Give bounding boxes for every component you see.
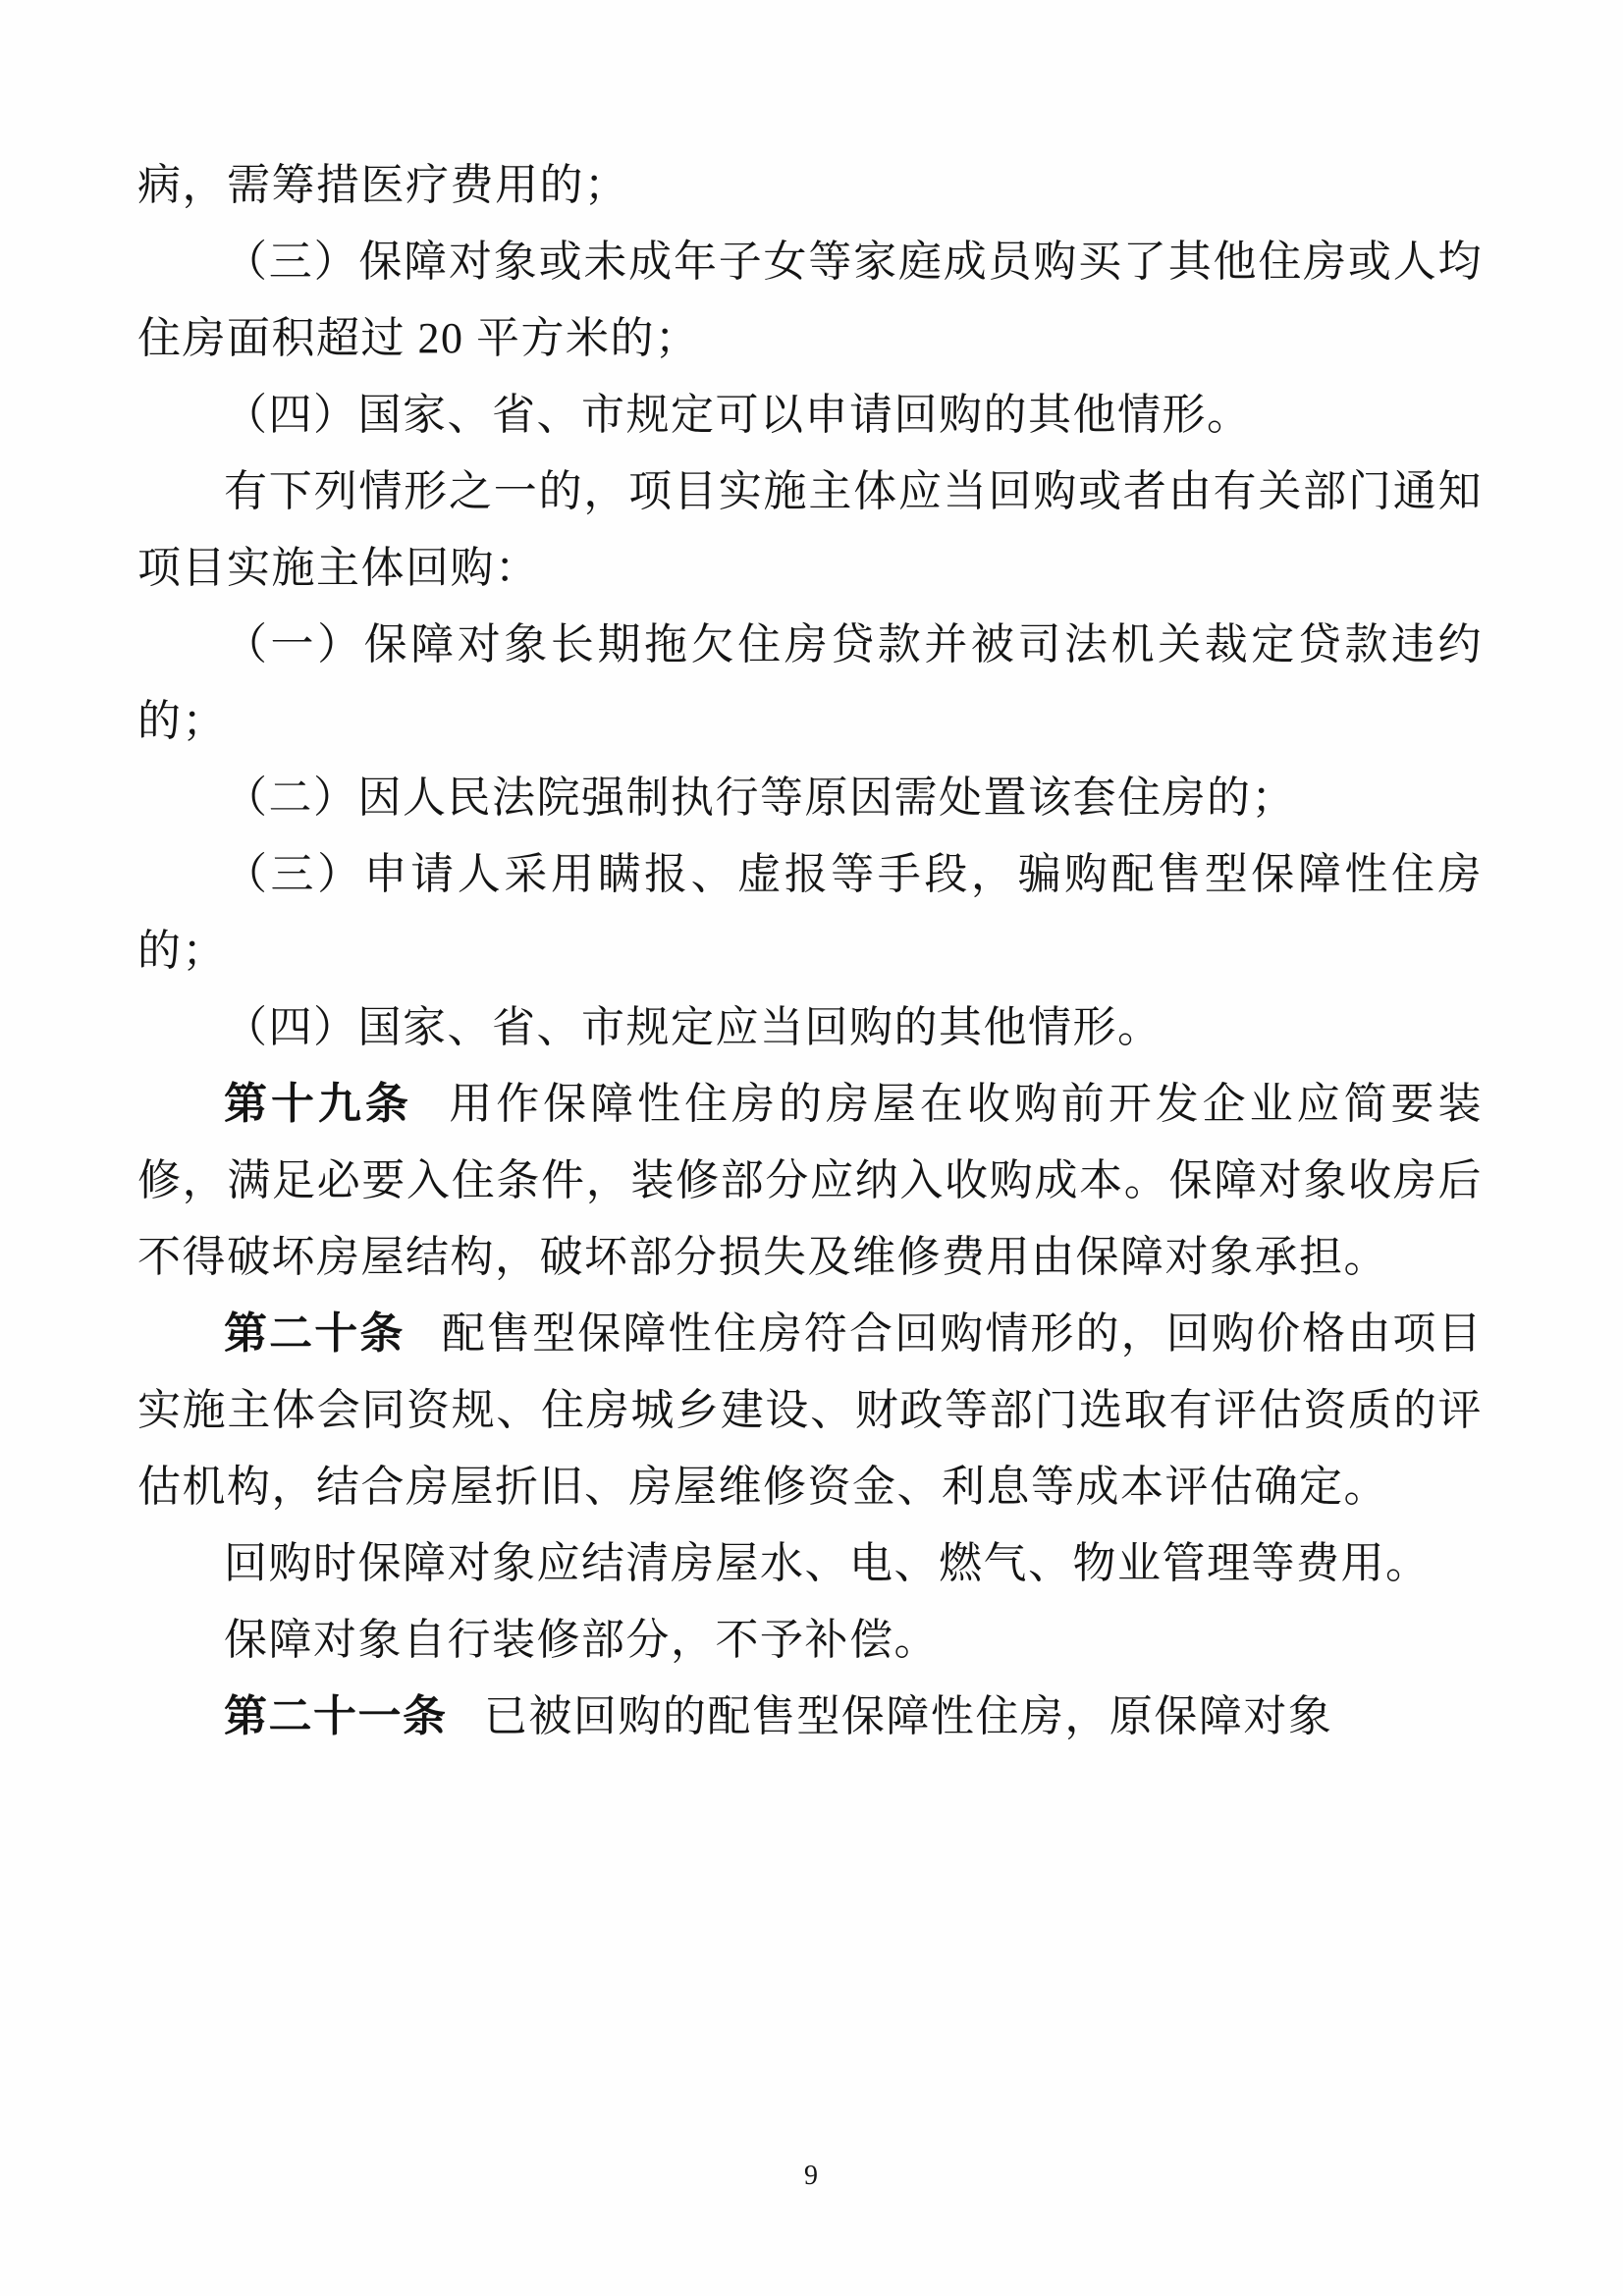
paragraph [137,1602,1483,1679]
paragraph [137,607,1483,760]
paragraph-text: 保障对象自行装修部分，不予补偿。 [224,1616,939,1664]
paragraph-article-21 [137,1679,1483,1755]
paragraph-text: 用作保障性住房的房屋在收购前开发企业应简要装修，满足必要入住条件，装修部分应纳入收购成本。保障对象收房后不得破坏房屋结构，破坏部分损失及维修费用由保障对象承担。 [137,1080,1483,1281]
paragraph [137,454,1483,607]
paragraph-text: 病，需筹措医疗费用的； [137,161,629,209]
paragraph-article-20 [137,1296,1483,1525]
paragraph-text: （一）保障对象长期拖欠住房贷款并被司法机关裁定贷款违约的； [137,620,1483,745]
paragraph [137,224,1483,377]
paragraph [137,989,1483,1066]
paragraph-text: 有下列情形之一的，项目实施主体应当回购或者由有关部门通知项目实施主体回购： [137,467,1483,592]
article-number: 第二十一条 [224,1692,448,1740]
paragraph-text: （四）国家、省、市规定应当回购的其他情形。 [224,1003,1163,1051]
article-number: 第十九条 [224,1080,412,1128]
paragraph [137,760,1483,836]
document-body [137,147,1483,1755]
paragraph [137,836,1483,989]
paragraph [137,377,1483,454]
paragraph [137,1525,1483,1602]
paragraph-text: （四）国家、省、市规定可以申请回购的其他情形。 [224,391,1252,439]
paragraph-article-19 [137,1066,1483,1296]
paragraph-text: （三）保障对象或未成年子女等家庭成员购买了其他住房或人均住房面积超过 20 平方米的； [137,238,1483,362]
paragraph-text: 已被回购的配售型保障性住房，原保障对象 [483,1692,1333,1740]
paragraph-text: （三）申请人采用瞒报、虚报等手段，骗购配售型保障性住房的； [137,850,1483,975]
paragraph-text: 配售型保障性住房符合回购情形的，回购价格由项目实施主体会同资规、住房城乡建设、财政等部门选取有评估资质的评估机构，结合房屋折旧、房屋维修资金、利息等成本评估确定。 [137,1309,1484,1511]
paragraph [137,147,1483,224]
paragraph-text: 回购时保障对象应结清房屋水、电、燃气、物业管理等费用。 [224,1539,1431,1587]
page-number: 9 [804,2161,819,2191]
paragraph-text: （二）因人民法院强制执行等原因需处置该套住房的； [224,774,1296,822]
article-number: 第二十条 [224,1309,406,1358]
